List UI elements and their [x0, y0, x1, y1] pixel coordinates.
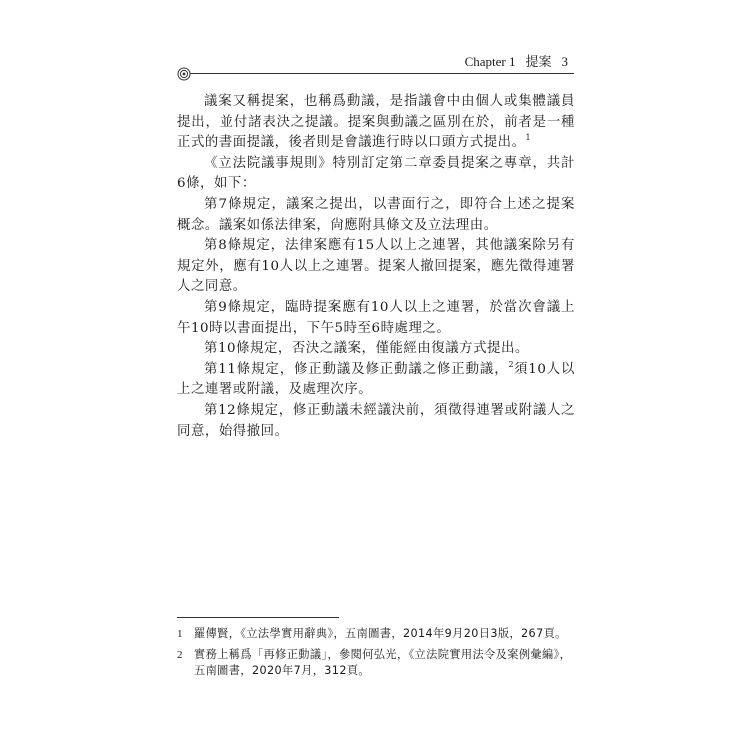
paragraph: 議案又稱提案，也稱爲動議，是指議會中由個人或集體議員提出，並付諸表決之提議。提案與動議之區別在於，前者是一種正式的書面提議，後者則是會議進行時以口頭方式提出。$^1$ [177, 94, 575, 151]
footnote-number: 1 [177, 628, 183, 640]
footnote-text: 羅傳賢，《立法學實用辭典》，五南圖書，2014年9月20日3版，267頁。 [194, 627, 567, 640]
footnotes [177, 626, 575, 684]
section-title: 提案 [525, 54, 552, 69]
footnote-ref[interactable]: 1 [525, 133, 531, 143]
paragraph: 第8條規定，法律案應有15人以上之連署，其他議案除另有規定外，應有10人以上之連署。提案人撤回提案，應先徵得連署人之同意。 [177, 238, 575, 295]
paragraph: 第10條規定，否決之議案，僅能經由復議方式提出。 [204, 341, 529, 357]
paragraph: 第7條規定，議案之提出，以書面行之，即符合上述之提案概念。議案如係法律案，尙應附具條文及立法理由。 [177, 196, 575, 233]
paragraph: 第12條規定，修正動議未經議決前，須徵得連署或附議人之同意，始得撤回。 [177, 402, 575, 439]
paragraph: 第11條規定，修正動議及修正動議之修正動議，$^2$須10人以上之連署或附議，及處理次序。 [177, 359, 575, 398]
paragraph: 《立法院議事規則》特別訂定第二章委員提案之專章，共計6條，如下： [177, 155, 575, 192]
footnote-number: 2 [177, 648, 183, 661]
footnote-text: 實務上稱爲「再修正動議」，參閱何弘光，《立法院實用法令及案例彙編》，五南圖書，2020年7月，312頁。 [194, 647, 572, 677]
footnote [177, 647, 575, 680]
running-header [465, 54, 568, 70]
page-number: 3 [561, 54, 568, 69]
chapter-label: Chapter 1 [464, 54, 516, 69]
footnote [177, 626, 575, 643]
footnote-rule [177, 617, 339, 618]
paragraph: 第9條規定，臨時提案應有10人以上之連署，於當次會議上午10時以書面提出，下午5時至6時處理之。 [177, 299, 575, 336]
target-ornament-icon [177, 67, 191, 81]
footnote-ref[interactable]: 2 [508, 359, 514, 369]
header-rule [190, 73, 574, 74]
body-text [177, 92, 575, 442]
